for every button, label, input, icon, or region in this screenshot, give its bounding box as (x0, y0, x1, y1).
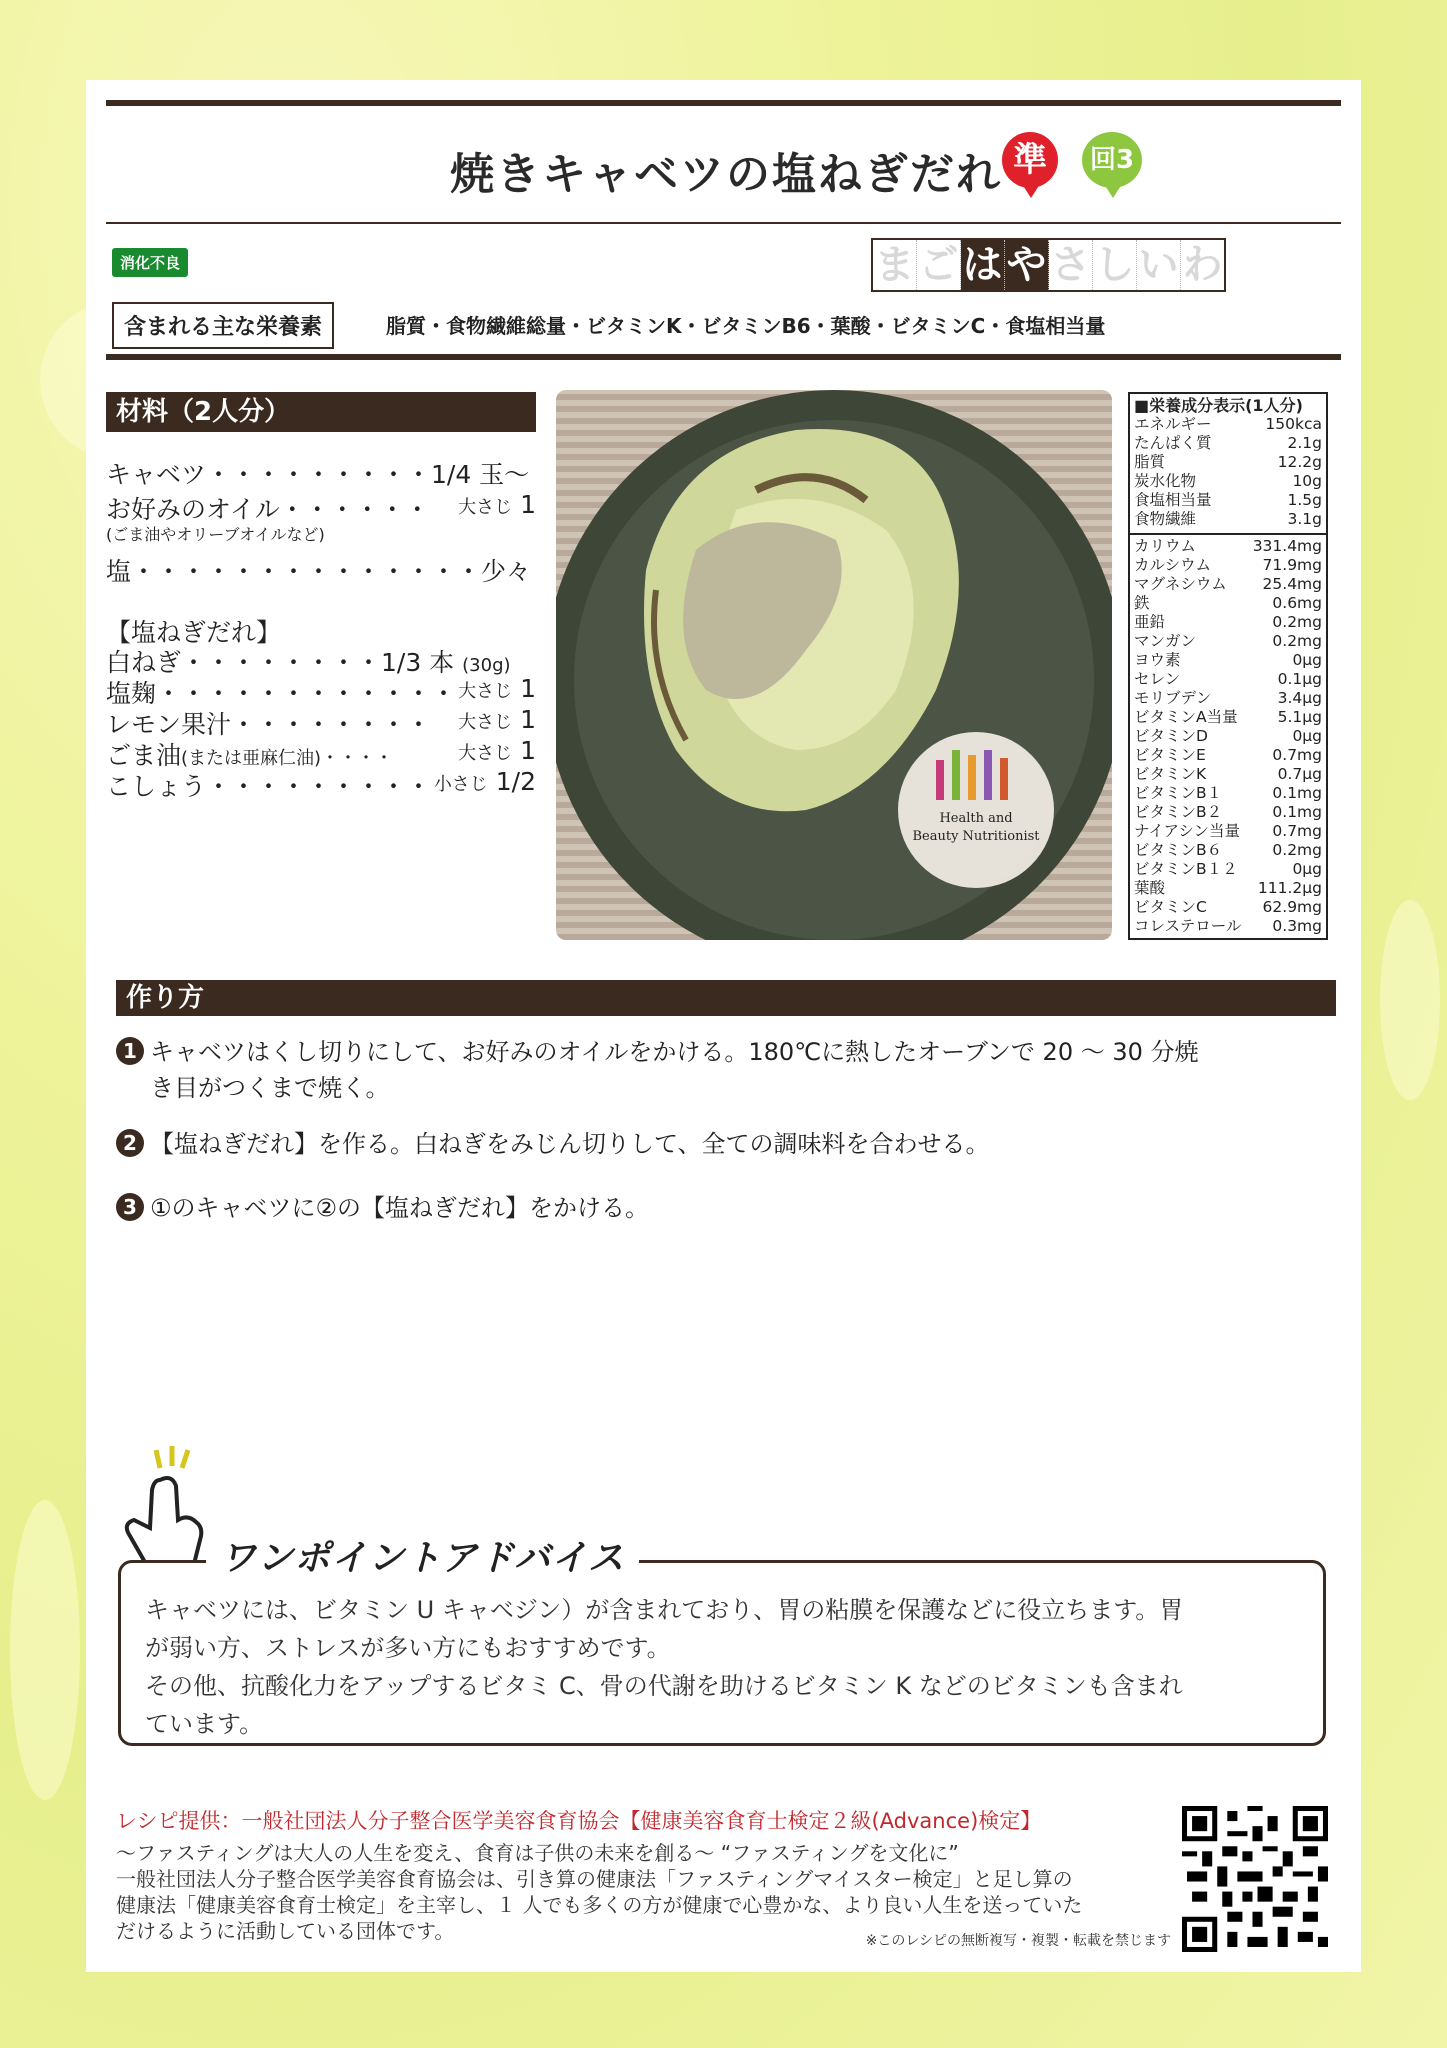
nutrition-row (1134, 453, 1322, 472)
nutrients-label: 含まれる主な栄養素 (112, 302, 334, 349)
digestion-tag: 消化不良 (112, 248, 188, 277)
nutrition-value: 3.1g (1287, 510, 1322, 528)
nutrition-label: カリウム (1134, 537, 1196, 555)
magowa-cell: や (1005, 240, 1049, 290)
step-number: 2 (116, 1129, 144, 1157)
nutrition-row (1134, 434, 1322, 453)
recipe-title: 焼きキャベツの塩ねぎだれ (450, 149, 1002, 200)
nutrition-row (1134, 632, 1322, 651)
nutrition-row (1134, 822, 1322, 841)
nutrition-label: 鉄 (1134, 594, 1150, 612)
nutrition-label: ビタミンB６ (1134, 841, 1223, 859)
nutrition-row (1134, 575, 1322, 594)
nutrition-label: たんぱく質 (1134, 434, 1212, 452)
qr-code[interactable] (1182, 1806, 1328, 1952)
recipe-credit: レシピ提供：一般社団法人分子整合医学美容食育協会【健康美容食育士検定２級(Advance)検定】 (116, 1809, 1042, 1833)
step-text: ①のキャベツに②の【塩ねぎだれ】をかける。 (150, 1194, 650, 1222)
nutrition-value: 0.7μg (1277, 765, 1322, 783)
nutrition-label: 脂質 (1134, 453, 1166, 471)
step-text-cont: き目がつくまで焼く。 (150, 1074, 390, 1102)
logo-text-2: Beauty Nutritionist (912, 829, 1040, 844)
ingredient-text: レモン果汁・・・・・・・・ (106, 710, 432, 739)
nutrition-row (1134, 491, 1322, 510)
ingredient-oil (106, 490, 536, 526)
nutrition-row (1134, 746, 1322, 765)
nutrition-label: 亜鉛 (1134, 613, 1166, 631)
nutrition-value: 2.1g (1287, 434, 1322, 452)
advice-line: ています。 (145, 1710, 264, 1738)
nutrition-label: コレステロール (1134, 917, 1242, 935)
nutrition-row (1134, 613, 1322, 632)
ingredient-text: お好みのオイル・・・・・・ (106, 495, 430, 524)
nutrition-row (1134, 708, 1322, 727)
nutrition-value: 0.1mg (1272, 784, 1322, 802)
nutrition-row (1134, 765, 1322, 784)
nutrition-value: 0μg (1292, 651, 1322, 669)
method-heading: 作り方 (116, 980, 1336, 1016)
magowa-cell: わ (1182, 242, 1223, 288)
footer-line: 健康法「健康美容食育士検定」を主宰し、１ 人でも多くの方が健康で心豊かな、より良い人生を送っていた (116, 1893, 1083, 1917)
nutrition-value: 0μg (1292, 860, 1322, 878)
magowa-cell: さ (1049, 240, 1093, 290)
magowa-cell: ま (873, 240, 917, 290)
nutrition-label: ビタミンD (1134, 727, 1208, 745)
nutrition-row (1134, 670, 1322, 689)
nutrition-label: ビタミンE (1134, 746, 1206, 764)
ingredient-text: こしょう・・・・・・・・・ (106, 772, 432, 801)
nutrition-value: 331.4mg (1252, 537, 1322, 555)
ingredient-amount: 大さじ 1 (458, 490, 536, 519)
nutrition-row (1134, 510, 1322, 529)
nutrition-row (1134, 594, 1322, 613)
copyright-notice: ※このレシピの無断複写・複製・転載を禁じます (865, 1933, 1171, 1949)
nutrition-label: マンガン (1134, 632, 1197, 650)
ingredients-heading: 材料（2人分） (106, 392, 536, 432)
footer-line: だけるように活動している団体です。 (116, 1919, 455, 1943)
recipe-card (86, 80, 1361, 1972)
nutrition-value: 10g (1292, 472, 1322, 490)
nutrition-row (1134, 537, 1322, 556)
pointing-hand-icon (116, 1440, 206, 1570)
advice-box (118, 1560, 1326, 1746)
ingredient-text: 塩・・・・・・・・・・・・・・少々 (106, 557, 532, 586)
magowayasashii-grid (871, 238, 1226, 292)
ingredient-amount: 大さじ 1 (458, 736, 536, 765)
oil-note: (ごま油やオリーブオイルなど) (106, 525, 325, 544)
dish-photo (556, 390, 1112, 940)
nutrition-value: 111.2μg (1257, 879, 1322, 897)
ingredient-amount: 大さじ 1 (458, 705, 536, 734)
nutrition-value: 150kca (1265, 415, 1322, 433)
nutrition-row (1134, 689, 1322, 708)
nutrition-heading: ■栄養成分表示(1人分) (1134, 396, 1303, 415)
nutrition-value: 0.6mg (1272, 594, 1322, 612)
step-text: 【塩ねぎだれ】を作る。白ねぎをみじん切りして、全ての調味料を合わせる。 (150, 1130, 990, 1158)
section-rule (106, 354, 1341, 360)
badge-kai: 回3 (1082, 132, 1142, 188)
nutrition-label: 食物繊維 (1134, 510, 1197, 528)
nutrition-row (1134, 651, 1322, 670)
magowa-cell: は (961, 240, 1005, 290)
nutrition-value: 0.2mg (1272, 632, 1322, 650)
nutrition-row (1134, 472, 1322, 491)
nutrition-label: セレン (1134, 670, 1181, 688)
nutrition-row (1134, 841, 1322, 860)
nutrition-value: 0.2mg (1272, 841, 1322, 859)
nutrition-value: 0.2mg (1272, 613, 1322, 631)
nutrition-row (1134, 898, 1322, 917)
nutrition-value: 5.1μg (1277, 708, 1322, 726)
step-number: 1 (116, 1037, 144, 1065)
nutrition-label: ビタミンC (1134, 898, 1207, 916)
nutrition-label: 炭水化物 (1134, 472, 1197, 490)
magowa-cell: ご (917, 240, 961, 290)
step-number: 3 (116, 1193, 144, 1221)
magowa-cell: し (1093, 240, 1137, 290)
footer-line: 一般社団法人分子整合医学美容食育協会は、引き算の健康法「ファスティングマイスター検定」と足し算の (116, 1867, 1073, 1891)
magowa-cell: い (1137, 240, 1181, 290)
ingredient-text: ごま油 (106, 741, 182, 770)
nutrition-label: ビタミンB２ (1134, 803, 1223, 821)
ingredient-amount: 小さじ 1/2 (433, 767, 536, 796)
logo-text-1: Health and (939, 811, 1013, 826)
nutrition-row (1134, 727, 1322, 746)
nutrition-row (1134, 784, 1322, 803)
nutrition-label: ヨウ素 (1134, 651, 1181, 669)
nutrition-main-list (1134, 415, 1322, 529)
nutrition-sub-list (1134, 537, 1322, 936)
nutrition-row (1134, 860, 1322, 879)
nutrition-value: 0.7mg (1272, 746, 1322, 764)
nutrition-value: 0.1μg (1277, 670, 1322, 688)
ingredient-amount: 大さじ 1 (458, 674, 536, 703)
nutrition-label: 葉酸 (1134, 879, 1166, 897)
nutrition-label: 食塩相当量 (1134, 491, 1212, 509)
nutrition-label: ナイアシン当量 (1134, 822, 1240, 840)
advice-line: が弱い方、ストレスが多い方にもおすすめです。 (145, 1634, 671, 1662)
step-2 (116, 1126, 990, 1162)
nutrition-row (1134, 803, 1322, 822)
nutrition-row (1134, 917, 1322, 936)
ingredient-text: キャベツ・・・・・・・・・1/4 玉〜 (106, 460, 530, 489)
nutrition-value: 25.4mg (1262, 575, 1322, 593)
ingredient-text: 塩麹・・・・・・・・・・・・ (106, 679, 457, 708)
nutrition-value: 0μg (1292, 727, 1322, 745)
nutrition-label: ビタミンA当量 (1134, 708, 1238, 726)
nutrition-label: カルシウム (1134, 556, 1211, 574)
nutrition-row (1134, 415, 1322, 434)
nutrients-list: 脂質・食物繊維総量・ビタミンK・ビタミンB6・葉酸・ビタミンC・食塩相当量 (386, 314, 1106, 338)
nutrition-label: エネルギー (1134, 415, 1212, 433)
nutrition-label: マグネシウム (1134, 575, 1227, 593)
footer-line: 〜ファスティングは大人の人生を変え、食育は子供の未来を創る〜 “ファスティングを文化に” (116, 1841, 959, 1865)
nutrition-divider (1130, 533, 1326, 535)
nutrition-value: 0.3mg (1272, 917, 1322, 935)
nutrition-label: ビタミンB１ (1134, 784, 1223, 802)
sauce-heading: 【塩ねぎだれ】 (106, 618, 282, 647)
step-3 (116, 1190, 649, 1226)
nutrition-value: 71.9mg (1262, 556, 1322, 574)
title-rule (106, 222, 1341, 224)
nutrition-row (1134, 556, 1322, 575)
top-rule (106, 100, 1341, 106)
nutrition-label: モリブデン (1134, 689, 1212, 707)
nutrition-value: 0.1mg (1272, 803, 1322, 821)
nutrition-value: 1.5g (1287, 491, 1322, 509)
step-1 (116, 1034, 1199, 1106)
nutrition-row (1134, 879, 1322, 898)
ingredient-note: (または亜麻仁油)・・・・ (181, 748, 394, 769)
nutrition-value: 0.7mg (1272, 822, 1322, 840)
ingredient-pepper (106, 767, 536, 803)
nutrition-label: ビタミンB１２ (1134, 860, 1238, 878)
ingredient-text: 白ねぎ・・・・・・・・1/3 本 (106, 648, 455, 677)
ingredient-amount: (30g) (462, 655, 511, 676)
nutrition-table (1128, 392, 1328, 940)
advice-line: キャベツには、ビタミン U キャベジン）が含まれており、胃の粘膜を保護などに役立ちます。胃 (145, 1596, 1184, 1624)
nutrition-label: ビタミンK (1134, 765, 1207, 783)
advice-title: ワンポイントアドバイス (206, 1530, 639, 1581)
nutrition-value: 3.4μg (1277, 689, 1322, 707)
advice-line: その他、抗酸化力をアップするビタミ C、骨の代謝を助けるビタミン K などのビタミンも含まれ (145, 1672, 1183, 1700)
badge-jun: 準 (1002, 132, 1058, 188)
nutrition-value: 12.2g (1277, 453, 1322, 471)
ingredient-salt (106, 552, 531, 588)
nutrition-value: 62.9mg (1262, 898, 1322, 916)
ingredient-cabbage (106, 455, 529, 491)
step-text: キャベツはくし切りにして、お好みのオイルをかける。180℃に熱したオーブンで 20 〜 30 分焼 (150, 1038, 1199, 1066)
